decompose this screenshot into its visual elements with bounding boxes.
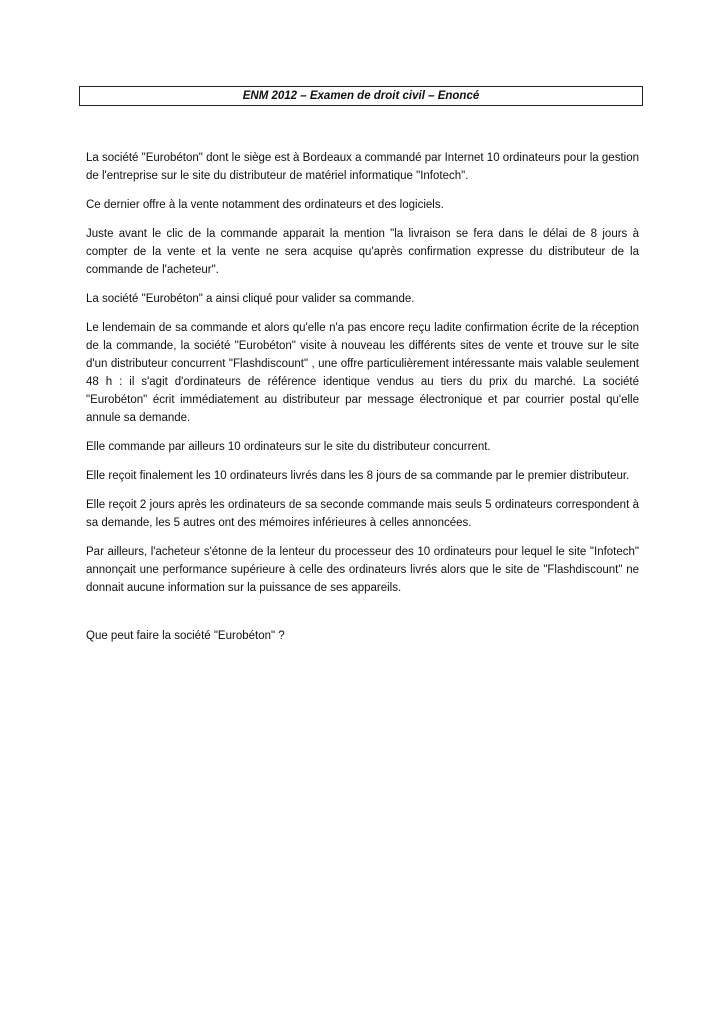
paragraph-second-order: Elle commande par ailleurs 10 ordinateurs sur le site du distributeur concurrent.: [86, 441, 491, 453]
title-box: [79, 86, 643, 106]
document-title: ENM 2012 – Examen de droit civil – Enoncé: [242, 90, 480, 102]
paragraph-validation-click: La société "Eurobéton" a ainsi cliqué pour valider sa commande.: [86, 293, 415, 305]
statement-body: [86, 149, 639, 608]
final-question: Que peut faire la société "Eurobéton" ?: [86, 630, 285, 642]
paragraph-delivery-mention: Juste avant le clic de la commande apparait la mention "la livraison se fera dans le délai de 8 jours à compter de la vente et la vente ne sera acquise qu'après confirmation expresse du distributeur de la commande de l'acheteur".: [86, 228, 639, 276]
paragraph-processor-complaint: Par ailleurs, l'acheteur s'étonne de la lenteur du processeur des 10 ordinateurs pour lequel le site "Infotech" annonçait une performance supérieure à celle des ordinateurs livrés alors que le site de "Flashdiscount" ne donnait aucune information sur la puissance de ses appareils.: [86, 546, 639, 594]
paragraph-second-delivery: Elle reçoit 2 jours après les ordinateurs de sa seconde commande mais seuls 5 ordinateurs correspondent à sa demande, les 5 autres ont des mémoires inférieures à celles annoncées.: [86, 499, 639, 529]
paragraph-first-delivery: Elle reçoit finalement les 10 ordinateurs livrés dans les 8 jours de sa commande par le premier distributeur.: [86, 470, 630, 482]
paragraph-cancellation: Le lendemain de sa commande et alors qu'elle n'a pas encore reçu ladite confirmation écrite de la réception de la commande, la société "Eurobéton" visite à nouveau les différents sites de vente et trouve sur le site d'un distributeur concurrent "Flashdiscount" , une offre particulièrement intéressante mais valable seulement 48 h : il s'agit d'ordinateurs de référence identique vendus au tiers du prix du marché. La société "Eurobéton" écrit immédiatement au distributeur par message électronique et par courrier postal qu'elle annule sa demande.: [86, 322, 639, 424]
paragraph-order: La société "Eurobéton" dont le siège est à Bordeaux a commandé par Internet 10 ordinateurs pour la gestion de l'entreprise sur le site du distributeur de matériel informatique "Infotech".: [86, 152, 639, 182]
paragraph-distributor-offer: Ce dernier offre à la vente notamment des ordinateurs et des logiciels.: [86, 199, 444, 211]
